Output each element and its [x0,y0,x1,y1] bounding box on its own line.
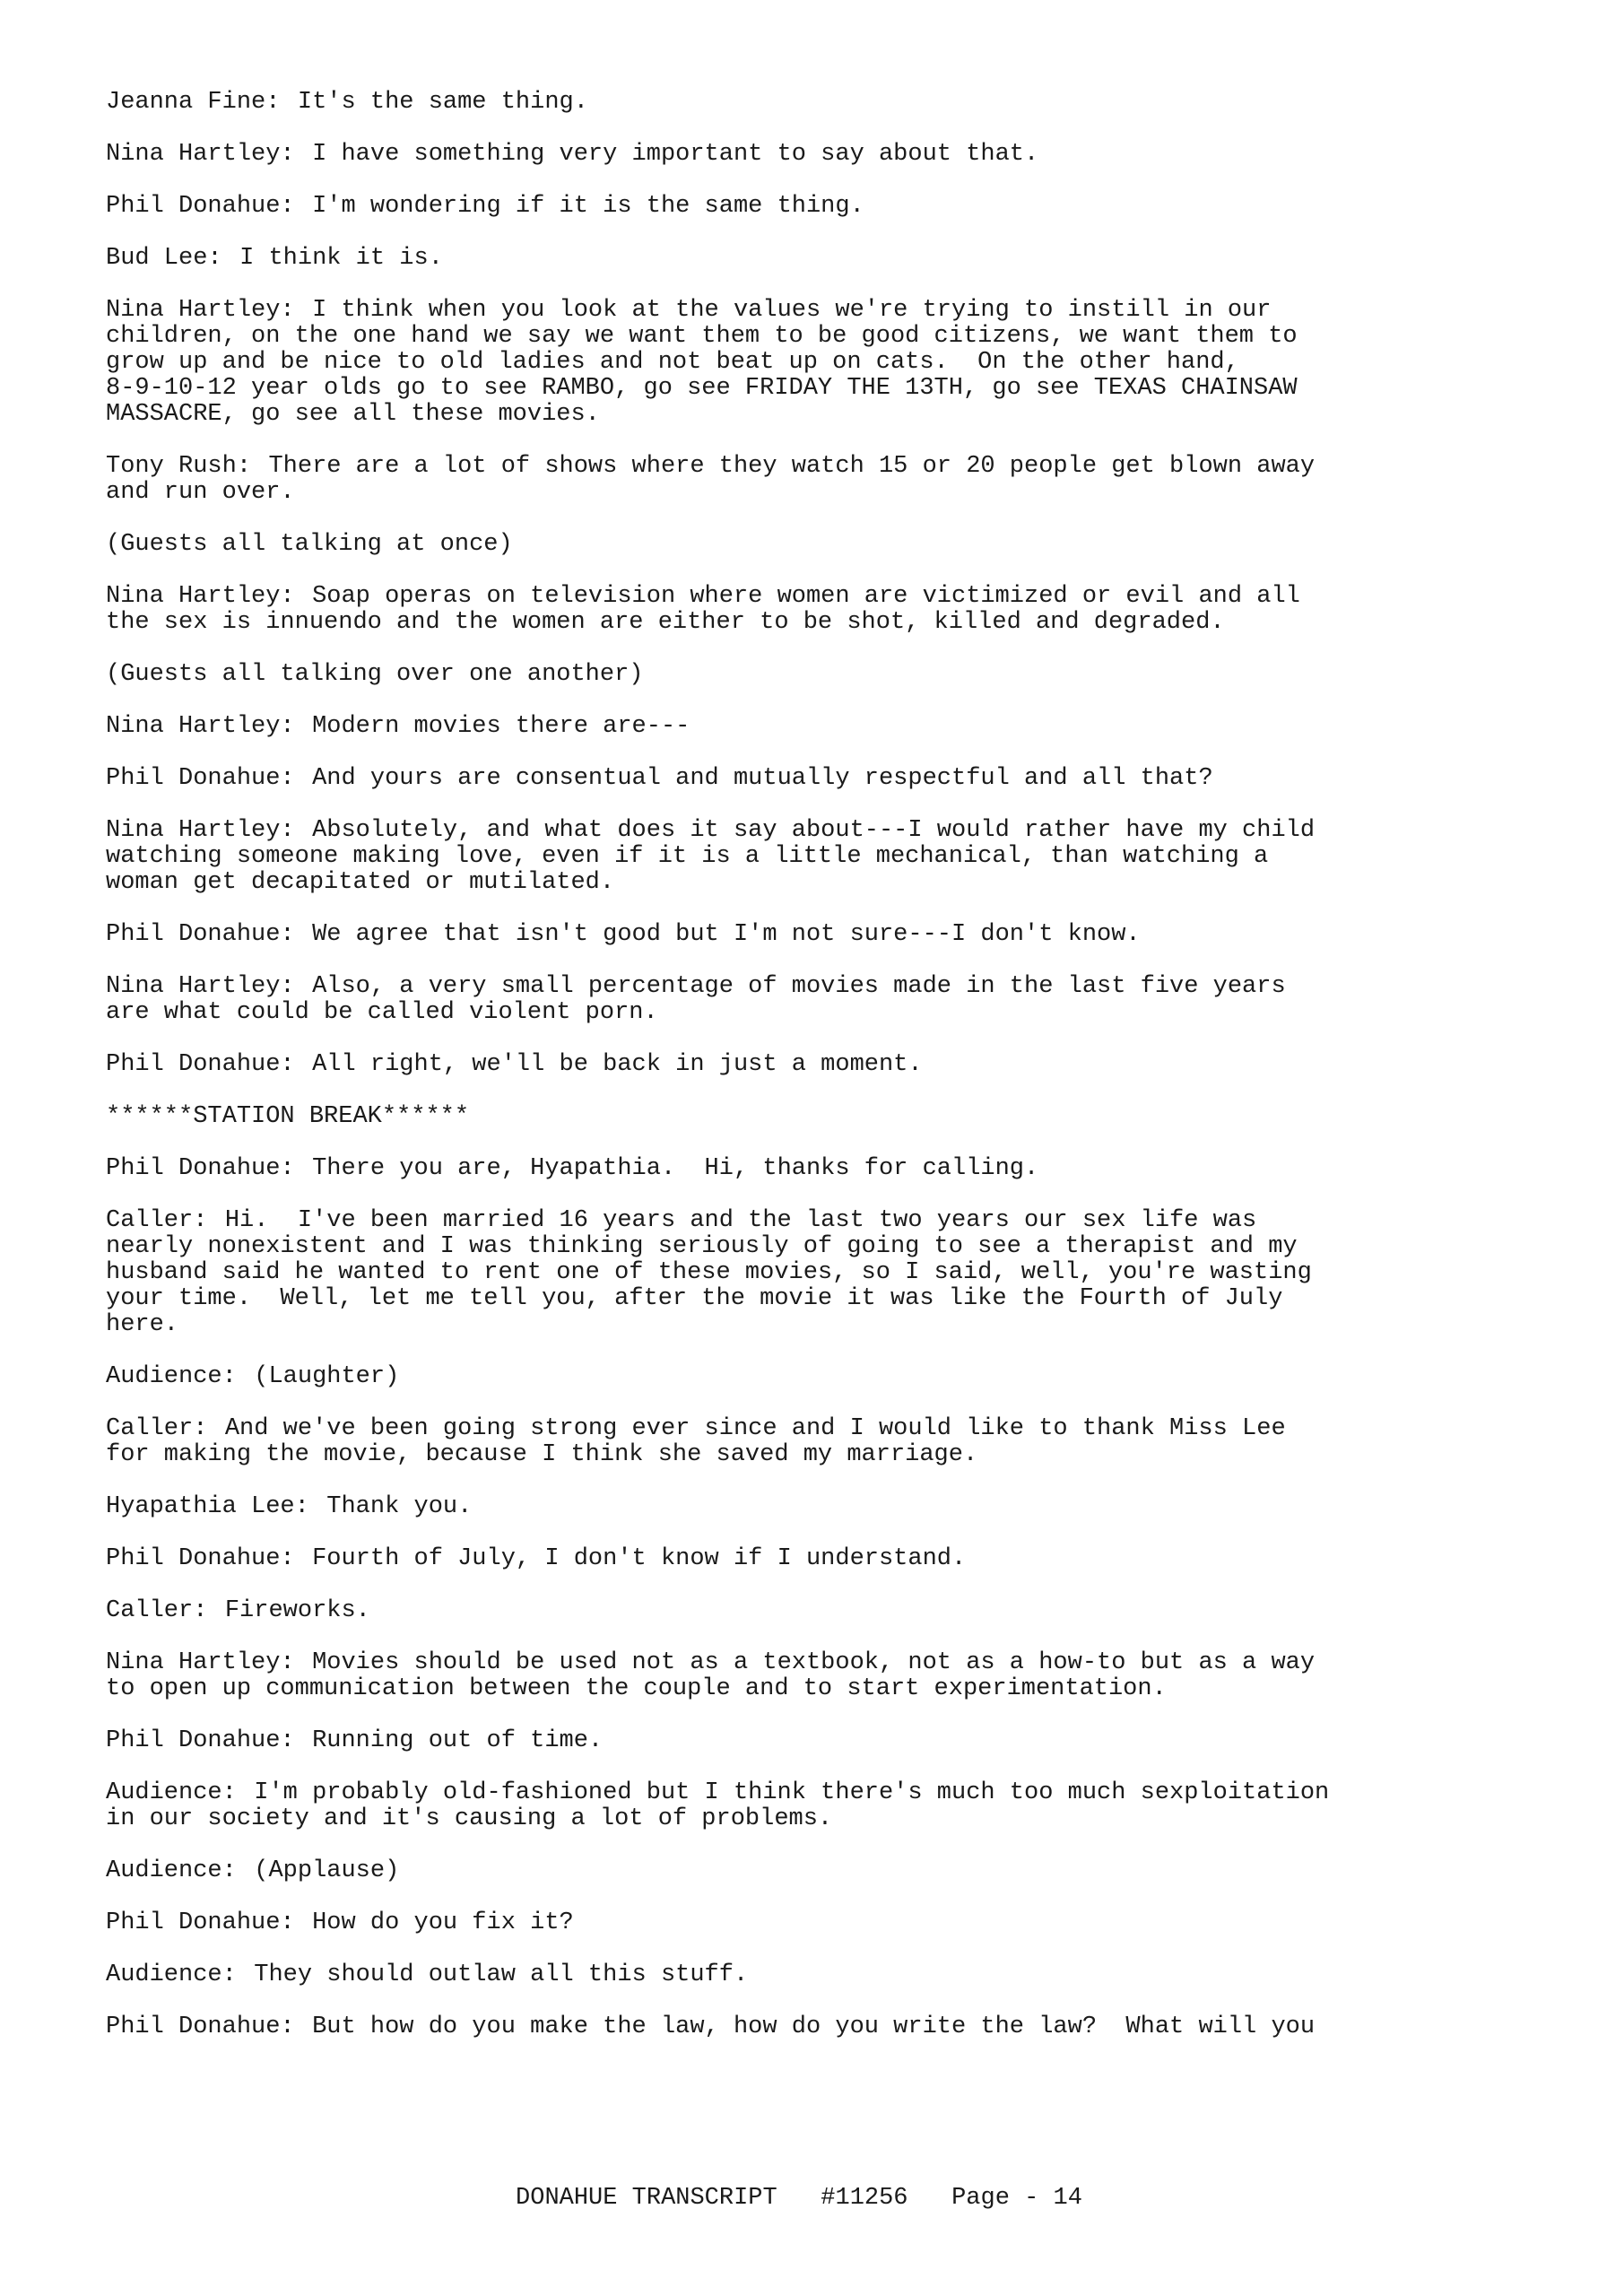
speaker-name: Caller: [106,1207,208,1234]
spoken-text: I think it is. [239,245,443,272]
transcript-entry [106,1364,1487,1390]
spoken-text: There you are, Hyapathia. Hi, thanks for calling. [312,1155,1039,1182]
speaker-name: Phil Donahue: [106,1909,295,1936]
stage-direction: ******STATION BREAK****** [106,1103,470,1130]
transcript-entry [106,1494,1487,1520]
speaker-name: Nina Hartley: [106,583,295,610]
spoken-text: Movies should be used not as a textbook, not as a how-to but as a way to open up communication between the couple and to start experimentation. [106,1649,1316,1702]
transcript-entry [106,714,1487,740]
transcript-entry [106,1962,1487,1988]
spoken-text: And we've been going strong ever since and I would like to thank Miss Lee for making the movie, because I think she saved my marriage. [106,1415,1286,1468]
spoken-text: Modern movies there are--- [312,713,690,740]
speaker-name: Caller: [106,1415,208,1442]
spoken-text: Running out of time. [312,1727,604,1754]
spoken-text: They should outlaw all this stuff. [254,1961,749,1988]
transcript-entry [106,532,1487,558]
transcript-entry [106,298,1487,428]
transcript-entry [106,246,1487,272]
transcript-entry [106,1780,1487,1832]
speaker-name: Nina Hartley: [106,973,295,1000]
footer-transcript-number: #11256 [821,2185,908,2212]
spoken-text: I think when you look at the values we're trying to instill in our children, on the one hand we say we want them to be good citizens, we want them to grow up and be nice to old ladies and not beat up on cats. On the other hand, 8-9-10-12 year olds go to see RAMBO, go see FRIDAY THE 13TH, go see TEXAS CHAINSAW MASSACRE, go see all these movies. [106,297,1298,428]
speaker-name: Jeanna Fine: [106,89,281,116]
speaker-name: Hyapathia Lee: [106,1493,309,1520]
transcript-entry [106,454,1487,506]
speaker-name: Nina Hartley: [106,1649,295,1676]
page-footer [0,2185,1598,2212]
spoken-text: I'm probably old-fashioned but I think there's much too much sexploitation in our society and it's causing a lot of problems. [106,1779,1330,1832]
spoken-text: (Applause) [254,1857,400,1884]
spoken-text: And yours are consentual and mutually respectful and all that? [312,765,1213,792]
stage-direction: (Guests all talking at once) [106,531,513,558]
transcript-entry [106,584,1487,636]
speaker-name: Audience: [106,1857,237,1884]
speaker-name: Tony Rush: [106,453,252,480]
speaker-name: Phil Donahue: [106,765,295,792]
spoken-text: But how do you make the law, how do you write the law? What will you [312,2013,1316,2040]
speaker-name: Bud Lee: [106,245,222,272]
spoken-text: Soap operas on television where women are victimized or evil and all the sex is innuendo and the women are either to be shot, killed and degraded. [106,583,1300,636]
transcript-entry [106,818,1487,896]
spoken-text: There are a lot of shows where they watch 15 or 20 people get blown away and run over. [106,453,1316,506]
transcript-entry [106,1416,1487,1468]
spoken-text: Hi. I've been married 16 years and the last two years our sex life was nearly nonexistent and I was thinking seriously of going to see a therapist and my husband said he wanted to rent one of these movies, so I said, well, you're wasting your time. Well, let me tell you, after the movie it was like the Fourth of July here. [106,1207,1312,1338]
spoken-text: We agree that isn't good but I'm not sure---I don't know. [312,921,1141,948]
transcript-entry [106,766,1487,792]
spoken-text: Fireworks. [224,1597,370,1624]
transcript-entry [106,1052,1487,1078]
transcript-entry [106,1910,1487,1936]
spoken-text: I have something very important to say about that. [312,141,1039,168]
transcript-entry [106,922,1487,948]
footer-title: DONAHUE TRANSCRIPT [516,2185,777,2212]
speaker-name: Phil Donahue: [106,2013,295,2040]
speaker-name: Nina Hartley: [106,297,295,324]
speaker-name: Audience: [106,1779,237,1806]
transcript-entry [106,1104,1487,1130]
spoken-text: (Laughter) [254,1363,400,1390]
transcript-entry [106,1546,1487,1572]
spoken-text: How do you fix it? [312,1909,574,1936]
transcript-entry [106,1598,1487,1624]
speaker-name: Phil Donahue: [106,193,295,220]
transcript-entry [106,90,1487,116]
transcript-entry [106,142,1487,168]
transcript-entry [106,1208,1487,1338]
transcript-entry [106,1650,1487,1702]
stage-direction: (Guests all talking over one another) [106,661,644,688]
transcript-body [106,90,1487,2066]
transcript-entry [106,194,1487,220]
speaker-name: Phil Donahue: [106,1155,295,1182]
speaker-name: Caller: [106,1597,208,1624]
spoken-text: Fourth of July, I don't know if I understand. [312,1545,967,1572]
spoken-text: All right, we'll be back in just a moment. [312,1051,923,1078]
transcript-entry [106,1858,1487,1884]
speaker-name: Phil Donahue: [106,1051,295,1078]
footer-page-number: Page - 14 [951,2185,1082,2212]
speaker-name: Nina Hartley: [106,141,295,168]
spoken-text: Absolutely, and what does it say about---I would rather have my child watching someone making love, even if it is a little mechanical, than watching a woman get decapitated or mutilated. [106,817,1316,896]
speaker-name: Nina Hartley: [106,817,295,844]
speaker-name: Nina Hartley: [106,713,295,740]
speaker-name: Audience: [106,1363,237,1390]
transcript-entry [106,1728,1487,1754]
speaker-name: Audience: [106,1961,237,1988]
transcript-entry [106,2014,1487,2040]
spoken-text: Also, a very small percentage of movies made in the last five years are what could be called violent porn. [106,973,1286,1026]
transcript-entry [106,1156,1487,1182]
transcript-entry [106,662,1487,688]
speaker-name: Phil Donahue: [106,1545,295,1572]
transcript-entry [106,974,1487,1026]
spoken-text: It's the same thing. [297,89,588,116]
speaker-name: Phil Donahue: [106,921,295,948]
spoken-text: Thank you. [326,1493,473,1520]
speaker-name: Phil Donahue: [106,1727,295,1754]
spoken-text: I'm wondering if it is the same thing. [312,193,864,220]
